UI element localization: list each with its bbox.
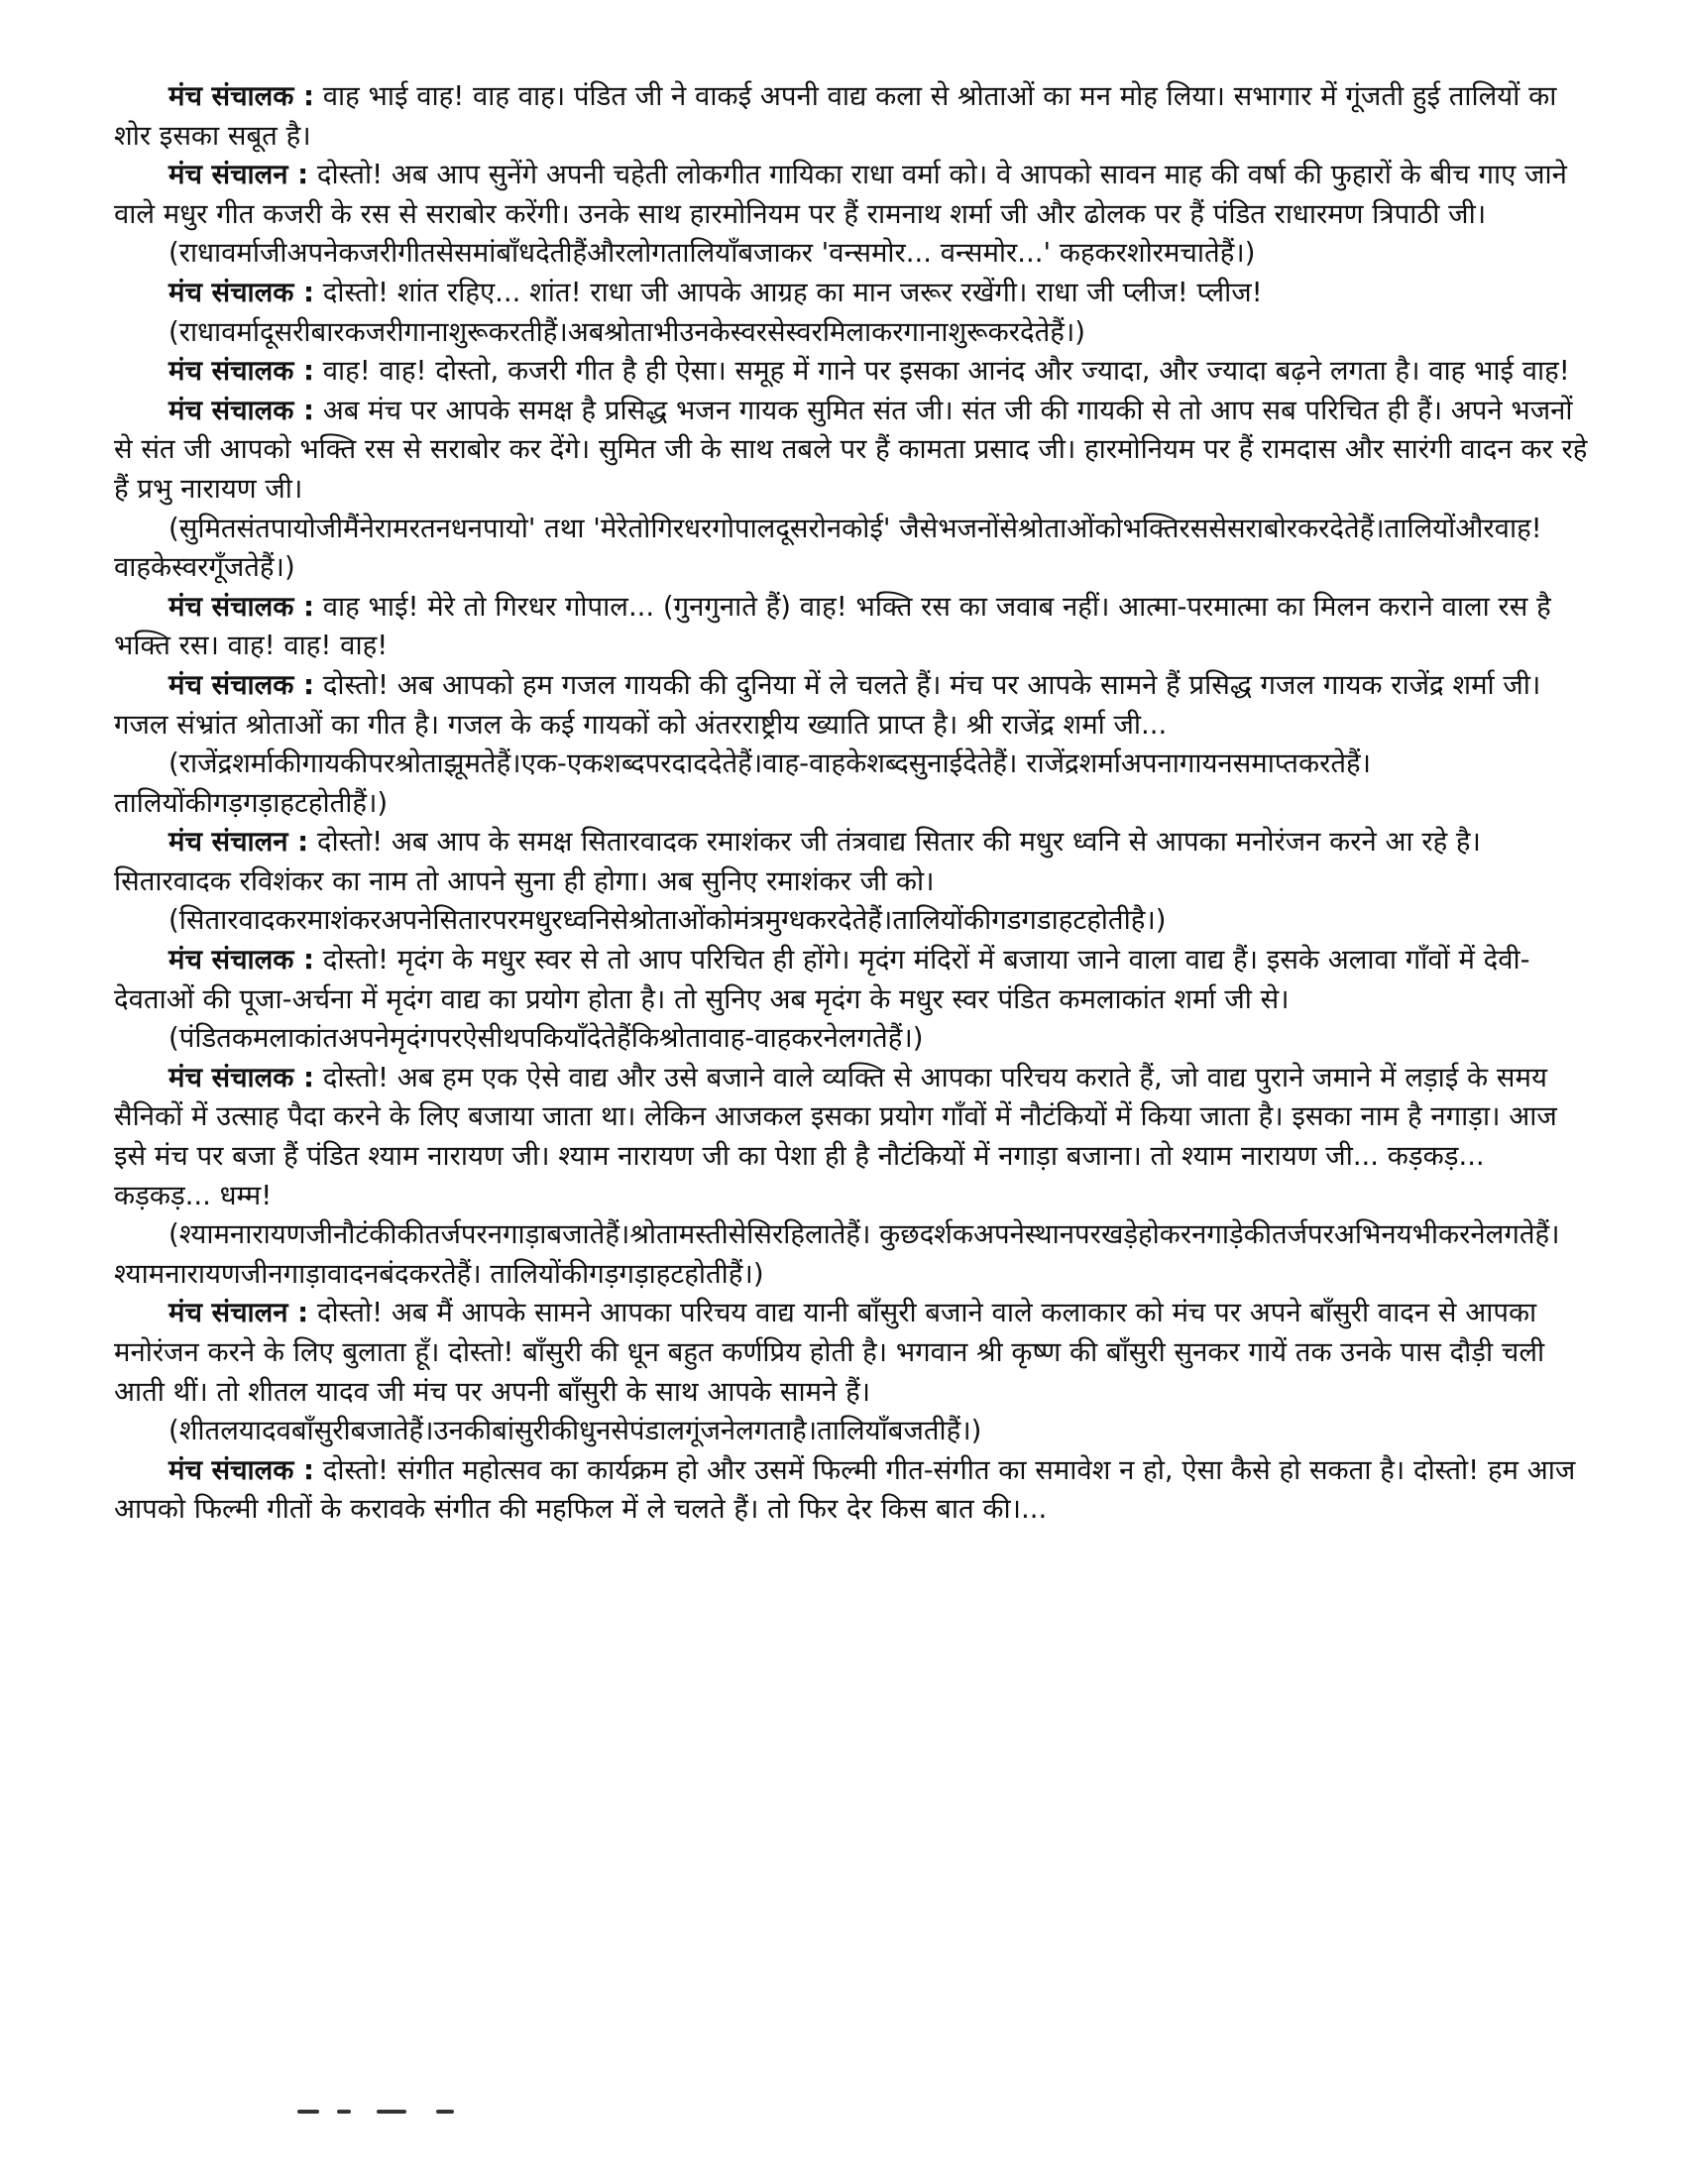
dialogue-text: दोस्तो! मृदंग के मधुर स्वर से तो आप परिचित ही होंगे। मृदंग मंदिरों में बजाया जाने वाला वाद्य हैं। इसके अलावा गाँवों में देवी-देवताओं की पूजा-अर्चना में मृदंग वाद्य का प्रयोग होता है। तो सुनिए अब मृदंग के मधुर स्वर पंडित कमलाकांत शर्मा जी से।	[114, 944, 1530, 1015]
stage-direction: (राधावर्माजीअपनेकजरीगीतसेसमांबाँधदेतीहैंऔरलोगतालियाँबजाकर 'वन्समोर... वन्समोर...' कहकरशोरमचातेहैं।)	[169, 237, 1256, 270]
speaker-label: मंच संचालक :	[169, 276, 314, 308]
dialogue-text: वाह भाई! मेरे तो गिरधर गोपाल... (गुनगुनाते हैं) वाह! भक्ति रस का जवाब नहीं। आत्मा-परमात्मा का मिलन कराने वाला रस है भक्ति रस। वाह! वाह! वाह!	[114, 590, 1551, 662]
script-body	[114, 77, 1589, 1530]
dialogue-paragraph	[114, 77, 1589, 156]
dialogue-text: दोस्तो! अब आप के समक्ष सितारवादक रमाशंकर जी तंत्रवाद्य सितार की मधुर ध्वनि से आपका मनोरंजन करने आ रहे है। सितारवादक रविशंकर का नाम तो आपने सुना ही होगा। अब सुनिए रमाशंकर जी को।	[114, 826, 1481, 897]
stage-direction: (राजेंद्रशर्माकीगायकीपरश्रोताझूमतेहैं।एक-एकशब्दपरदाददेतेहैं।वाह-वाहकेशब्दसुनाईदेतेहैं। राजेंद्रशर्माअपनागायनसमाप्तकरतेहैं।तालियोंकीगड़गड़ाहटहोतीहैं।)	[114, 747, 1372, 819]
speaker-label: मंच संचालक :	[169, 1061, 314, 1093]
speaker-label: मंच संचालक :	[169, 944, 314, 977]
dialogue-text: दोस्तो! शांत रहिए... शांत! राधा जी आपके आग्रह का मान जरूर रखेंगी। राधा जी प्लीज! प्लीज!	[314, 276, 1263, 308]
dialogue-paragraph	[114, 274, 1589, 313]
dialogue-paragraph	[114, 588, 1589, 666]
dialogue-paragraph	[114, 823, 1589, 901]
speaker-label: मंच संचालक :	[169, 355, 314, 388]
stage-direction: (पंडितकमलाकांतअपनेमृदंगपरऐसीथपकियाँदेतेहैंकिश्रोतावाह-वाहकरनेलगतेहैं।)	[169, 1022, 924, 1055]
dialogue-paragraph	[114, 1059, 1589, 1215]
dialogue-text: दोस्तो! अब आप सुनेंगे अपनी चहेती लोकगीत गायिका राधा वर्मा को। वे आपको सावन माह की वर्षा की फुहारों के बीच गाए जाने वाले मधुर गीत कजरी के रस से सराबोर करेंगी। उनके साथ हारमोनियम पर हैं रामनाथ शर्मा जी और ढोलक पर हैं पंडित राधारमण त्रिपाठी जी।	[114, 159, 1567, 230]
dialogue-text: वाह भाई वाह! वाह वाह। पंडित जी ने वाकई अपनी वाद्य कला से श्रोताओं का मन मोह लिया। सभागार में गूंजती हुई तालियों का शोर इसका सबूत है।	[114, 80, 1557, 152]
speaker-label: मंच संचालक :	[169, 590, 314, 623]
speaker-label: मंच संचालन :	[169, 159, 309, 191]
dialogue-text: दोस्तो! अब हम एक ऐसे वाद्य और उसे बजाने वाले व्यक्ति से आपका परिचय कराते हैं, जो वाद्य पुराने जमाने में लड़ाई के समय सैनिकों में उत्साह पैदा करने के लिए बजाया जाता था। लेकिन आजकल इसका प्रयोग गाँवों में नौटंकियों में किया जाता है। इसका नाम है नगाड़ा। आज इसे मंच पर बजा हैं पंडित श्याम नारायण जी। श्याम नारायण जी का पेशा ही है नौटंकियों में नगाड़ा बजाना। तो श्याम नारायण जी... कड़कड़... कड़कड़... धम्म!	[114, 1061, 1557, 1211]
speaker-label: मंच संचालक :	[169, 80, 314, 112]
dialogue-paragraph	[114, 1451, 1589, 1530]
dialogue-paragraph	[114, 666, 1589, 745]
cut-off-text-fragment	[297, 2108, 555, 2116]
stage-direction: (राधावर्मादूसरीबारकजरीगानाशुरूकरतीहैं।अबश्रोताभीउनकेस्वरसेस्वरमिलाकरगानाशुरूकरदेतेहैं।)	[169, 315, 1085, 348]
speaker-label: मंच संचालन :	[169, 1297, 309, 1329]
stage-direction: (श्यामनारायणजीनौटंकीकीतर्जपरनगाड़ाबजातेहैं।श्रोतामस्तीसेसिरहिलातेहैं। कुछदर्शकअपनेस्थानपरखड़ेहोकरनगाड़ेकीतर्जपरअभिनयभीकरनेलगतेहैं।श्यामनारायणजीनगाड़ावादनबंदकरतेहैं। तालियोंकीगड़गड़ाहटहोतीहैं।)	[114, 1218, 1560, 1290]
dialogue-paragraph	[114, 392, 1589, 510]
dialogue-text: अब मंच पर आपके समक्ष है प्रसिद्ध भजन गायक सुमित संत जी। संत जी की गायकी से तो आप सब परिचित ही हैं। अपने भजनों से संत जी आपको भक्ति रस से सराबोर कर देंगे। सुमित जी के साथ तबले पर हैं कामता प्रसाद जी। हारमोनियम पर हैं रामदास और सारंगी वादन कर रहे हैं प्रभु नारायण जी।	[114, 394, 1588, 505]
dialogue-text: दोस्तो! संगीत महोत्सव का कार्यक्रम हो और उसमें फिल्मी गीत-संगीत का समावेश न हो, ऐसा कैसे हो सकता है। दोस्तो! हम आज आपको फिल्मी गीतों के करावके संगीत की महफिल में ले चलते हैं। तो फिर देर किस बात की।...	[114, 1453, 1576, 1526]
dialogue-paragraph	[114, 352, 1589, 392]
speaker-label: मंच संचालक :	[169, 394, 314, 426]
stage-direction: (शीतलयादवबाँसुरीबजातेहैं।उनकीबांसुरीकीधुनसेपंडालगूंजनेलगताहै।तालियाँबजतीहैं।)	[169, 1415, 982, 1447]
dialogue-text: वाह! वाह! दोस्तो, कजरी गीत है ही ऐसा। समूह में गाने पर इसका आनंद और ज्यादा, और ज्यादा बढ़ने लगता है। वाह भाई वाह!	[314, 355, 1570, 388]
speaker-label: मंच संचालक :	[169, 668, 314, 701]
stage-direction: (सुमितसंतपायोजीमैंनेरामरतनधनपायो' तथा 'मेरेतोगिरधरगोपालदूसरोनकोई' जैसेभजनोंसेश्रोताओंकोभक्तिरससेसराबोरकरदेतेहैं।तालियोंऔरवाह! वाहकेस्वरगूँजतेहैं।)	[114, 512, 1542, 584]
dialogue-text: दोस्तो! अब मैं आपके सामने आपका परिचय वाद्य यानी बाँसुरी बजाने वाले कलाकार को मंच पर अपने बाँसुरी वादन से आपका मनोरंजन करने के लिए बुलाता हूँ। दोस्तो! बाँसुरी की धून बहुत कर्णप्रिय होती है। भगवान श्री कृष्ण की बाँसुरी सुनकर गायें तक उनके पास दौड़ी चली आती थीं। तो शीतल यादव जी मंच पर अपनी बाँसुरी के साथ आपके सामने हैं।	[114, 1297, 1545, 1408]
speaker-label: मंच संचालक :	[169, 1453, 314, 1486]
dialogue-paragraph	[114, 1294, 1589, 1412]
dialogue-paragraph	[114, 156, 1589, 234]
dialogue-paragraph	[114, 941, 1589, 1019]
speaker-label: मंच संचालन :	[169, 826, 309, 859]
dialogue-text: दोस्तो! अब आपको हम गजल गायकी की दुनिया में ले चलते हैं। मंच पर आपके सामने हैं प्रसिद्ध गजल गायक राजेंद्र शर्मा जी। गजल संभ्रांत श्रोताओं का गीत है। गजल के कई गायकों को अंतरराष्ट्रीय ख्याति प्राप्त है। श्री राजेंद्र शर्मा जी...	[114, 668, 1541, 741]
stage-direction: (सितारवादकरमाशंकरअपनेसितारपरमधुरध्वनिसेश्रोताओंकोमंत्रमुग्धकरदेतेहैं।तालियोंकीगडगडाहटहोतीहै।)	[169, 904, 1167, 937]
